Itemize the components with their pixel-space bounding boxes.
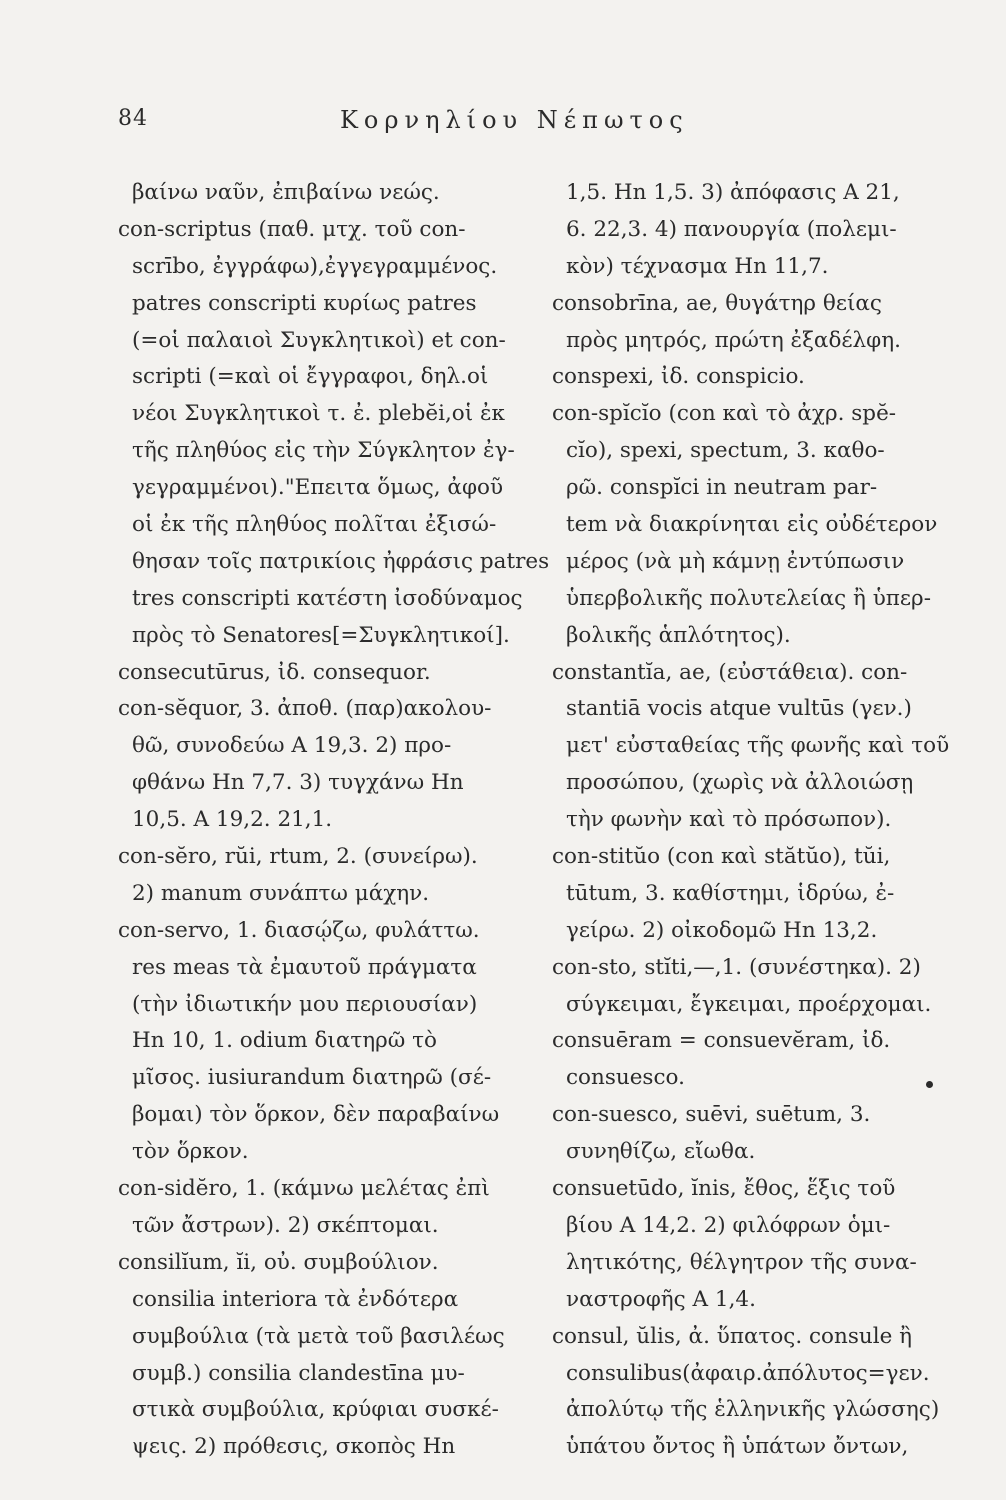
entry-headword-line: con-stitŭo (con καὶ stătŭo), tŭi, [552,844,891,870]
entry-continuation-line: 10,5. A 19,2. 21,1. [132,807,333,833]
entry-continuation-line: scripti (=καὶ οἱ ἔγγραφοι, δηλ.οἱ [132,364,489,390]
entry-continuation-line: stantiā vocis atque vultūs (γεν.) [566,696,912,722]
entry-continuation-line: ὑπάτου ὄντος ἢ ὑπάτων ὄντων, [566,1434,909,1460]
entry-headword-line: con-sidĕro, 1. (κάμνω μελέτας ἐπὶ [118,1176,490,1202]
entry-continuation-line: τῆς πληθύος εἰς τὴν Σύγκλητον ἐγ- [132,438,515,464]
entry-continuation-line: θῶ, συνοδεύω A 19,3. 2) προ- [132,733,452,759]
entry-headword-line: con-scriptus (παθ. μτχ. τοῦ con- [118,216,466,242]
entry-continuation-line: σύγκειμαι, ἔγκειμαι, προέρχομαι. [566,991,932,1017]
entry-continuation-line: μετ' εὐσταθείας τῆς φωνῆς καὶ τοῦ [566,733,950,759]
entry-headword-line: con-sto, stĭti,—,1. (συνέστηκα). 2) [552,954,921,980]
entry-continuation-line: tres conscripti κατέστη ἰσοδύναμος [132,585,523,611]
entry-continuation-line: 2) manum συνάπτω μάχην. [132,880,430,906]
entry-continuation-line: βομαι) τὸν ὅρκον, δὲν παραβαίνω [132,1102,500,1128]
entry-headword-line: consuetūdo, ĭnis, ἔθος, ἕξις τοῦ [552,1176,896,1202]
entry-headword-line: constantĭa, ae, (εὐστάθεια). con- [552,659,908,685]
entry-continuation-line: ναστροφῆς A 1,4. [566,1286,756,1312]
entry-continuation-line: consulibus(ἀφαιρ.ἀπόλυτος=γεν. [566,1360,930,1386]
entry-continuation-line: Hn 10, 1. odium διατηρῶ τὸ [132,1028,437,1054]
entry-continuation-line: βαίνω ναῦν, ἐπιβαίνω νεώς. [132,180,440,205]
running-title: Κορνηλίου Νέπωτος [340,106,689,134]
entry-continuation-line: στικὰ συμβούλια, κρύφιαι συσκέ- [132,1397,499,1423]
entry-continuation-line: μῖσος. iusiurandum διατηρῶ (σέ- [132,1065,492,1091]
entry-continuation-line: 1,5. Hn 1,5. 3) ἀπόφασις A 21, [566,180,900,205]
entry-continuation-line: γείρω. 2) οἰκοδομῶ Hn 13,2. [566,917,878,943]
entry-continuation-line: consilia interiora τὰ ἐνδότερα [132,1286,459,1312]
entry-headword-line: consuēram = consuevĕram, ἰδ. [552,1028,891,1054]
entry-continuation-line: φθάνω Hn 7,7. 3) τυγχάνω Hn [132,770,464,796]
entry-continuation-line: 6. 22,3. 4) πανουργία (πολεμι- [566,216,897,242]
entry-continuation-line: ὑπερβολικῆς πολυτελείας ἢ ὑπερ- [566,585,931,611]
entry-continuation-line: βίου A 14,2. 2) φιλόφρων ὁμι- [566,1212,891,1238]
entry-continuation-line: tem νὰ διακρίνηται εἰς οὐδέτερον [566,512,938,538]
right-column [552,175,972,1466]
ink-spot-mark [926,1081,933,1088]
entry-continuation-line: res meas τὰ ἐμαυτοῦ πράγματα [132,954,477,980]
entry-continuation-line: πρὸς μητρός, πρώτη ἐξαδέλφη. [566,327,901,353]
entry-continuation-line: θησαν τοῖς πατρικίοις ἠφράσις patres [132,548,550,574]
left-column [118,175,548,1466]
entry-headword-line: consobrīna, ae, θυγάτηρ θείας [552,290,882,316]
entry-headword-line: con-sĕro, rŭi, rtum, 2. (συνείρω). [118,844,478,870]
entry-headword-line: con-sĕquor, 3. ἀποθ. (παρ)ακολου- [118,696,492,722]
entry-continuation-line: κὸν) τέχνασμα Hn 11,7. [566,253,829,279]
entry-continuation-line: οἱ ἐκ τῆς πληθύος πολῖται ἐξισώ- [132,512,497,538]
entry-continuation-line: συνηθίζω, εἴωθα. [566,1139,756,1165]
page-number: 84 [118,106,148,131]
entry-continuation-line: ρῶ. conspĭci in neutram par- [566,475,878,501]
entry-continuation-line: scrībo, ἐγγράφω),ἐγγεγραμμένος. [132,253,498,279]
entry-continuation-line: λητικότης, θέλγητρον τῆς συνα- [566,1249,917,1275]
entry-continuation-line: tūtum, 3. καθίστημι, ἱδρύω, ἐ- [566,880,895,906]
entry-continuation-line: πρὸς τὸ Senatores[=Συγκλητικοί]. [132,622,510,648]
entry-headword-line: con-servo, 1. διασῴζω, φυλάττω. [118,917,480,943]
entry-continuation-line: patres conscripti κυρίως patres [132,290,477,316]
entry-headword-line: con-spĭcĭo (con καὶ τὸ ἀχρ. spĕ- [552,401,897,427]
entry-continuation-line: τῶν ἄστρων). 2) σκέπτομαι. [132,1212,439,1238]
entry-continuation-line: προσώπου, (χωρὶς νὰ ἀλλοιώσῃ [566,770,914,796]
entry-continuation-line: ψεις. 2) πρόθεσις, σκοπὸς Hn [132,1434,456,1460]
entry-continuation-line: γεγραμμένοι)."Επειτα ὅμως, ἀφοῦ [132,475,504,501]
entry-continuation-line: νέοι Συγκλητικοὶ τ. ἐ. plebĕi,οἱ ἐκ [132,401,505,427]
entry-continuation-line: (=οἱ παλαιοὶ Συγκλητικοὶ) et con- [132,327,506,353]
entry-headword-line: consilĭum, ĭi, οὐ. συμβούλιον. [118,1249,439,1275]
entry-continuation-line: τὸν ὅρκον. [132,1139,249,1165]
entry-continuation-line: συμβ.) consilia clandestīna μυ- [132,1360,465,1386]
entry-continuation-line: βολικῆς ἁπλότητος). [566,622,791,648]
entry-continuation-line: τὴν φωνὴν καὶ τὸ πρόσωπον). [566,807,892,833]
entry-headword-line: consul, ŭlis, ἀ. ὕπατος. consule ἢ [552,1323,913,1349]
entry-continuation-line: μέρος (νὰ μὴ κάμνῃ ἐντύπωσιν [566,548,905,574]
entry-continuation-line: (τὴν ἰδιωτικήν μου περιουσίαν) [132,991,478,1017]
entry-continuation-line: consuesco. [566,1065,685,1091]
entry-continuation-line: συμβούλια (τὰ μετὰ τοῦ βασιλέως [132,1323,505,1349]
entry-headword-line: conspexi, ἰδ. conspicio. [552,364,805,390]
entry-continuation-line: cĭo), spexi, spectum, 3. καθο- [566,438,885,464]
entry-headword-line: con-suesco, suēvi, suētum, 3. [552,1102,871,1128]
entry-headword-line: consecutūrus, ἰδ. consequor. [118,659,431,685]
entry-continuation-line: ἀπολύτῳ τῆς ἑλληνικῆς γλώσσης) [566,1397,940,1423]
